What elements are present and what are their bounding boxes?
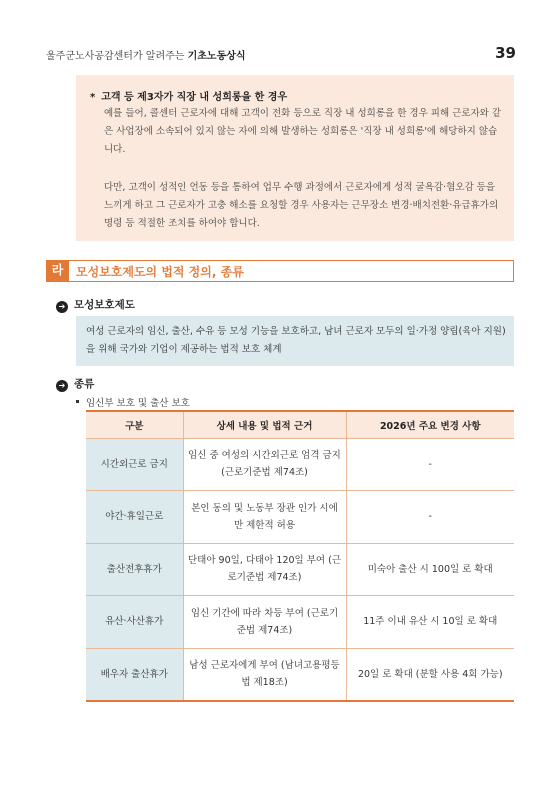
table-header-change: 2026년 주요 변경 사항 bbox=[346, 411, 514, 438]
table-cell-detail: 임신 중 여성의 시간외근로 엄격 금지 (근로기준법 제74조) bbox=[183, 438, 346, 491]
definition-box bbox=[76, 316, 514, 366]
note-title bbox=[90, 88, 287, 103]
definition-heading bbox=[56, 297, 135, 313]
section-letter: 라 bbox=[46, 260, 69, 281]
table-cell-detail: 임신 기간에 따라 차등 부여 (근로기준법 제74조) bbox=[183, 596, 346, 649]
table-row bbox=[86, 648, 514, 701]
definition-heading-text: 모성보호제도 bbox=[74, 299, 135, 311]
table-header-detail: 상세 내용 및 법적 근거 bbox=[183, 411, 346, 438]
table-header-row bbox=[86, 411, 514, 438]
page-number: 39 bbox=[495, 44, 516, 62]
definition-text: 여성 근로자의 임신, 출산, 수유 등 모성 기능을 보호하고, 남녀 근로자 모두의 일·가정 양립(육아 지원)을 위해 국가와 기업이 제공하는 법적 보호 체계 bbox=[86, 326, 506, 355]
note-box bbox=[76, 75, 514, 241]
table-row bbox=[86, 491, 514, 544]
square-bullet-icon bbox=[76, 400, 79, 403]
table-cell-change: - bbox=[346, 438, 514, 491]
table-cell-category: 출산전후휴가 bbox=[86, 543, 183, 596]
note-paragraph-2: 다만, 고객이 성적인 언동 등을 통하여 업무 수행 과정에서 근로자에게 성적 굴욕감·혐오감 등을 느끼게 하고 그 근로자가 고충 해소를 요청할 경우 사용자는 근무장소 변경·배치전환·유급휴가의 명령 등 적절한 조치를 하여야 합니다. bbox=[104, 182, 499, 229]
section-heading bbox=[46, 260, 514, 282]
header-subtitle bbox=[46, 47, 246, 62]
section-title: 모성보호제도의 법적 정의, 종류 bbox=[76, 265, 244, 279]
arrow-right-icon: ➔ bbox=[56, 380, 68, 392]
table-cell-detail: 본인 동의 및 노동부 장관 인가 시에만 제한적 허용 bbox=[183, 491, 346, 544]
table-header-category: 구분 bbox=[86, 411, 183, 438]
table-cell-detail: 남성 근로자에게 부여 (남녀고용평등법 제18조) bbox=[183, 648, 346, 701]
types-heading bbox=[56, 376, 94, 392]
header-subtitle-bold: 기초노동상식 bbox=[187, 51, 246, 62]
types-bullet bbox=[76, 395, 190, 409]
table-cell-change: 미숙아 출산 시 100일 로 확대 bbox=[346, 543, 514, 596]
protection-table bbox=[86, 410, 514, 702]
table-row bbox=[86, 543, 514, 596]
table-cell-category: 야간·휴일근로 bbox=[86, 491, 183, 544]
arrow-right-icon: ➔ bbox=[56, 301, 68, 313]
table-cell-category: 시간외근로 금지 bbox=[86, 438, 183, 491]
asterisk-icon: * bbox=[90, 92, 96, 103]
table-row bbox=[86, 438, 514, 491]
table-cell-detail: 단태아 90일, 다태아 120일 부여 (근로기준법 제74조) bbox=[183, 543, 346, 596]
table-cell-category: 유산·사산휴가 bbox=[86, 596, 183, 649]
types-heading-text: 종류 bbox=[74, 378, 95, 390]
table-cell-category: 배우자 출산휴가 bbox=[86, 648, 183, 701]
table-row bbox=[86, 596, 514, 649]
header-subtitle-prefix: 울주군노사공감센터가 알려주는 bbox=[46, 51, 185, 62]
types-bullet-text: 임신부 보호 및 출산 보호 bbox=[86, 398, 190, 409]
table-cell-change: - bbox=[346, 491, 514, 544]
note-paragraph-1: 예를 들어, 콜센터 근로자에 대해 고객이 전화 등으로 직장 내 성희롱을 한 경우 피해 근로자와 같은 사업장에 소속되어 있지 않는 자에 의해 발생하는 성희롱은 '직장 내 성희롱'에 해당하지 않습니다. bbox=[104, 108, 502, 155]
table-cell-change: 11주 이내 유산 시 10일 로 확대 bbox=[346, 596, 514, 649]
page-header bbox=[46, 44, 516, 64]
note-title-text: 고객 등 제3자가 직장 내 성희롱을 한 경우 bbox=[101, 92, 288, 103]
table-cell-change: 20일 로 확대 (분할 사용 4회 가능) bbox=[346, 648, 514, 701]
